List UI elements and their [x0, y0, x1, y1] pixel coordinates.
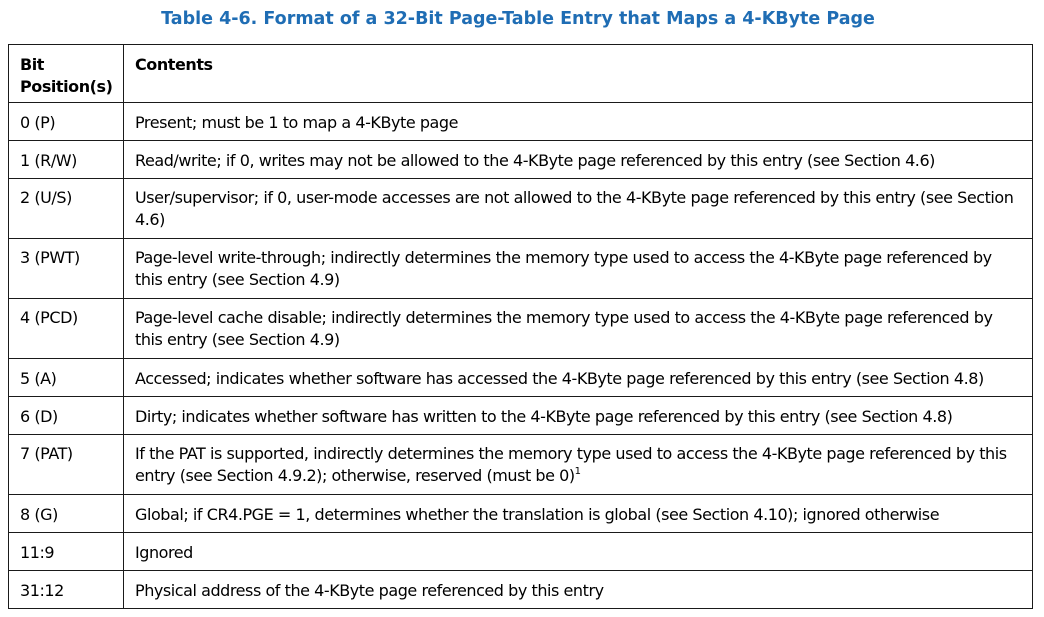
- contents-cell: [124, 435, 1033, 495]
- contents-cell: Page-level cache disable; indirectly determines the memory type used to access the 4-KByte page referenced by this entry (see Section 4.9): [124, 299, 1033, 359]
- bit-cell: 11:9: [9, 533, 124, 571]
- header-bit-position: [9, 45, 124, 103]
- footnote-marker: 1: [574, 465, 581, 477]
- contents-cell: Accessed; indicates whether software has accessed the 4-KByte page referenced by this entry (see Section 4.8): [124, 359, 1033, 397]
- header-bit-line2: Position(s): [20, 77, 113, 96]
- bit-cell: 7 (PAT): [9, 435, 124, 495]
- table-row: [9, 397, 1033, 435]
- table-row: [9, 239, 1033, 299]
- table-row: [9, 533, 1033, 571]
- contents-cell: Dirty; indicates whether software has written to the 4-KByte page referenced by this entry (see Section 4.8): [124, 397, 1033, 435]
- table-caption: Table 4-6. Format of a 32-Bit Page-Table Entry that Maps a 4-KByte Page: [161, 9, 875, 29]
- header-bit-line1: Bit: [20, 55, 44, 74]
- bit-cell: 2 (U/S): [9, 179, 124, 239]
- bit-cell: 6 (D): [9, 397, 124, 435]
- page-table-entry-format-table: [8, 44, 1033, 609]
- header-contents: Contents: [124, 45, 1033, 103]
- contents-cell: Present; must be 1 to map a 4-KByte page: [124, 103, 1033, 141]
- contents-cell: Physical address of the 4-KByte page referenced by this entry: [124, 571, 1033, 609]
- table-row: [9, 435, 1033, 495]
- bit-cell: 8 (G): [9, 495, 124, 533]
- bit-cell: 5 (A): [9, 359, 124, 397]
- bit-cell: 4 (PCD): [9, 299, 124, 359]
- table-row: [9, 103, 1033, 141]
- table-row: [9, 299, 1033, 359]
- bit-cell: 0 (P): [9, 103, 124, 141]
- bit-cell: 3 (PWT): [9, 239, 124, 299]
- contents-cell: Page-level write-through; indirectly determines the memory type used to access the 4-KByte page referenced by this entry (see Section 4.9): [124, 239, 1033, 299]
- table-row: [9, 495, 1033, 533]
- contents-text: If the PAT is supported, indirectly determines the memory type used to access the 4-KByte page referenced by this entry (see Section 4.9.2); otherwise, reserved (must be 0): [135, 444, 1007, 485]
- contents-cell: User/supervisor; if 0, user-mode accesses are not allowed to the 4-KByte page referenced by this entry (see Section 4.6): [124, 179, 1033, 239]
- bit-cell: 31:12: [9, 571, 124, 609]
- contents-cell: Ignored: [124, 533, 1033, 571]
- table-row: [9, 571, 1033, 609]
- table-row: [9, 141, 1033, 179]
- table-header-row: [9, 45, 1033, 103]
- table-row: [9, 359, 1033, 397]
- bit-cell: 1 (R/W): [9, 141, 124, 179]
- contents-cell: Read/write; if 0, writes may not be allowed to the 4-KByte page referenced by this entry (see Section 4.6): [124, 141, 1033, 179]
- contents-cell: Global; if CR4.PGE = 1, determines whether the translation is global (see Section 4.10); ignored otherwise: [124, 495, 1033, 533]
- table-row: [9, 179, 1033, 239]
